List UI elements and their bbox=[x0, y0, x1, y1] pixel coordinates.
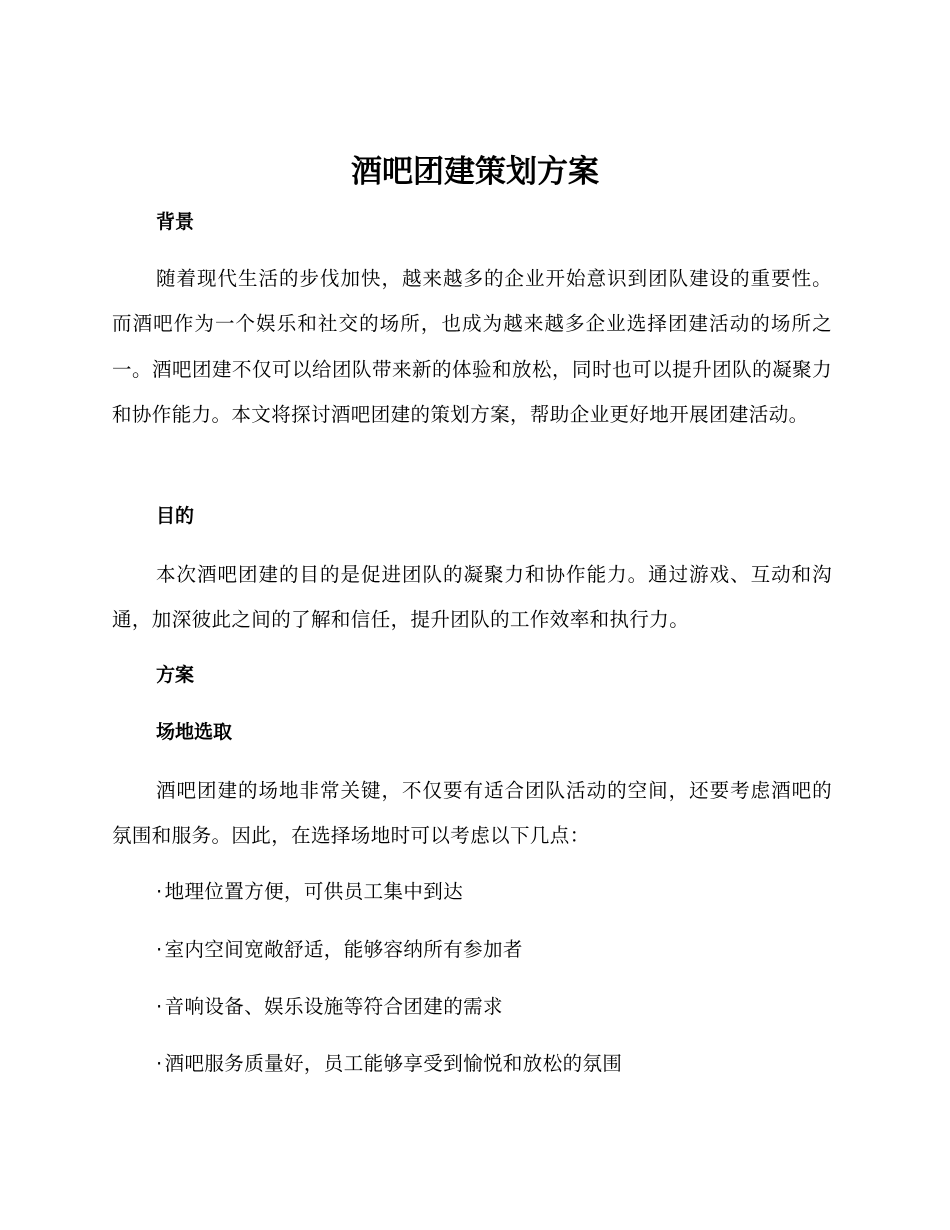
bullet-text: 酒吧服务质量好，员工能够享受到愉悦和放松的氛围 bbox=[164, 1052, 623, 1075]
bullet-text: 音响设备、娱乐设施等符合团建的需求 bbox=[164, 995, 503, 1018]
venue-paragraph: 酒吧团建的场地非常关键，不仅要有适合团队活动的空间，还要考虑酒吧的氛围和服务。因此，在选择场地时可以考虑以下几点： bbox=[112, 779, 832, 848]
venue-bullet-item bbox=[156, 878, 463, 906]
bullet-marker: · bbox=[156, 1052, 163, 1075]
venue-bullet-item bbox=[156, 936, 523, 964]
background-paragraph: 随着现代生活的步伐加快，越来越多的企业开始意识到团队建设的重要性。而酒吧作为一个娱乐和社交的场所，也成为越来越多企业选择团建活动的场所之一。酒吧团建不仅可以给团队带来新的体验和放松，同时也可以提升团队的凝聚力和协作能力。本文将探讨酒吧团建的策划方案，帮助企业更好地开展团建活动。 bbox=[112, 267, 832, 427]
bullet-marker: · bbox=[156, 938, 163, 961]
section-heading-background: 背景 bbox=[156, 211, 195, 233]
bullet-text: 地理位置方便，可供员工集中到达 bbox=[164, 880, 464, 903]
section-heading-plan: 方案 bbox=[156, 664, 195, 686]
bullet-text: 室内空间宽敞舒适，能够容纳所有参加者 bbox=[164, 938, 523, 961]
section-heading-purpose: 目的 bbox=[156, 505, 195, 527]
section-heading-venue: 场地选取 bbox=[156, 721, 233, 743]
bullet-marker: · bbox=[156, 880, 163, 903]
venue-bullet-item bbox=[156, 1050, 622, 1078]
bullet-marker: · bbox=[156, 995, 163, 1018]
document-title: 酒吧团建策划方案 bbox=[351, 154, 599, 190]
venue-bullet-item bbox=[156, 993, 503, 1021]
purpose-paragraph: 本次酒吧团建的目的是促进团队的凝聚力和协作能力。通过游戏、互动和沟通，加深彼此之间的了解和信任，提升团队的工作效率和执行力。 bbox=[112, 563, 832, 632]
